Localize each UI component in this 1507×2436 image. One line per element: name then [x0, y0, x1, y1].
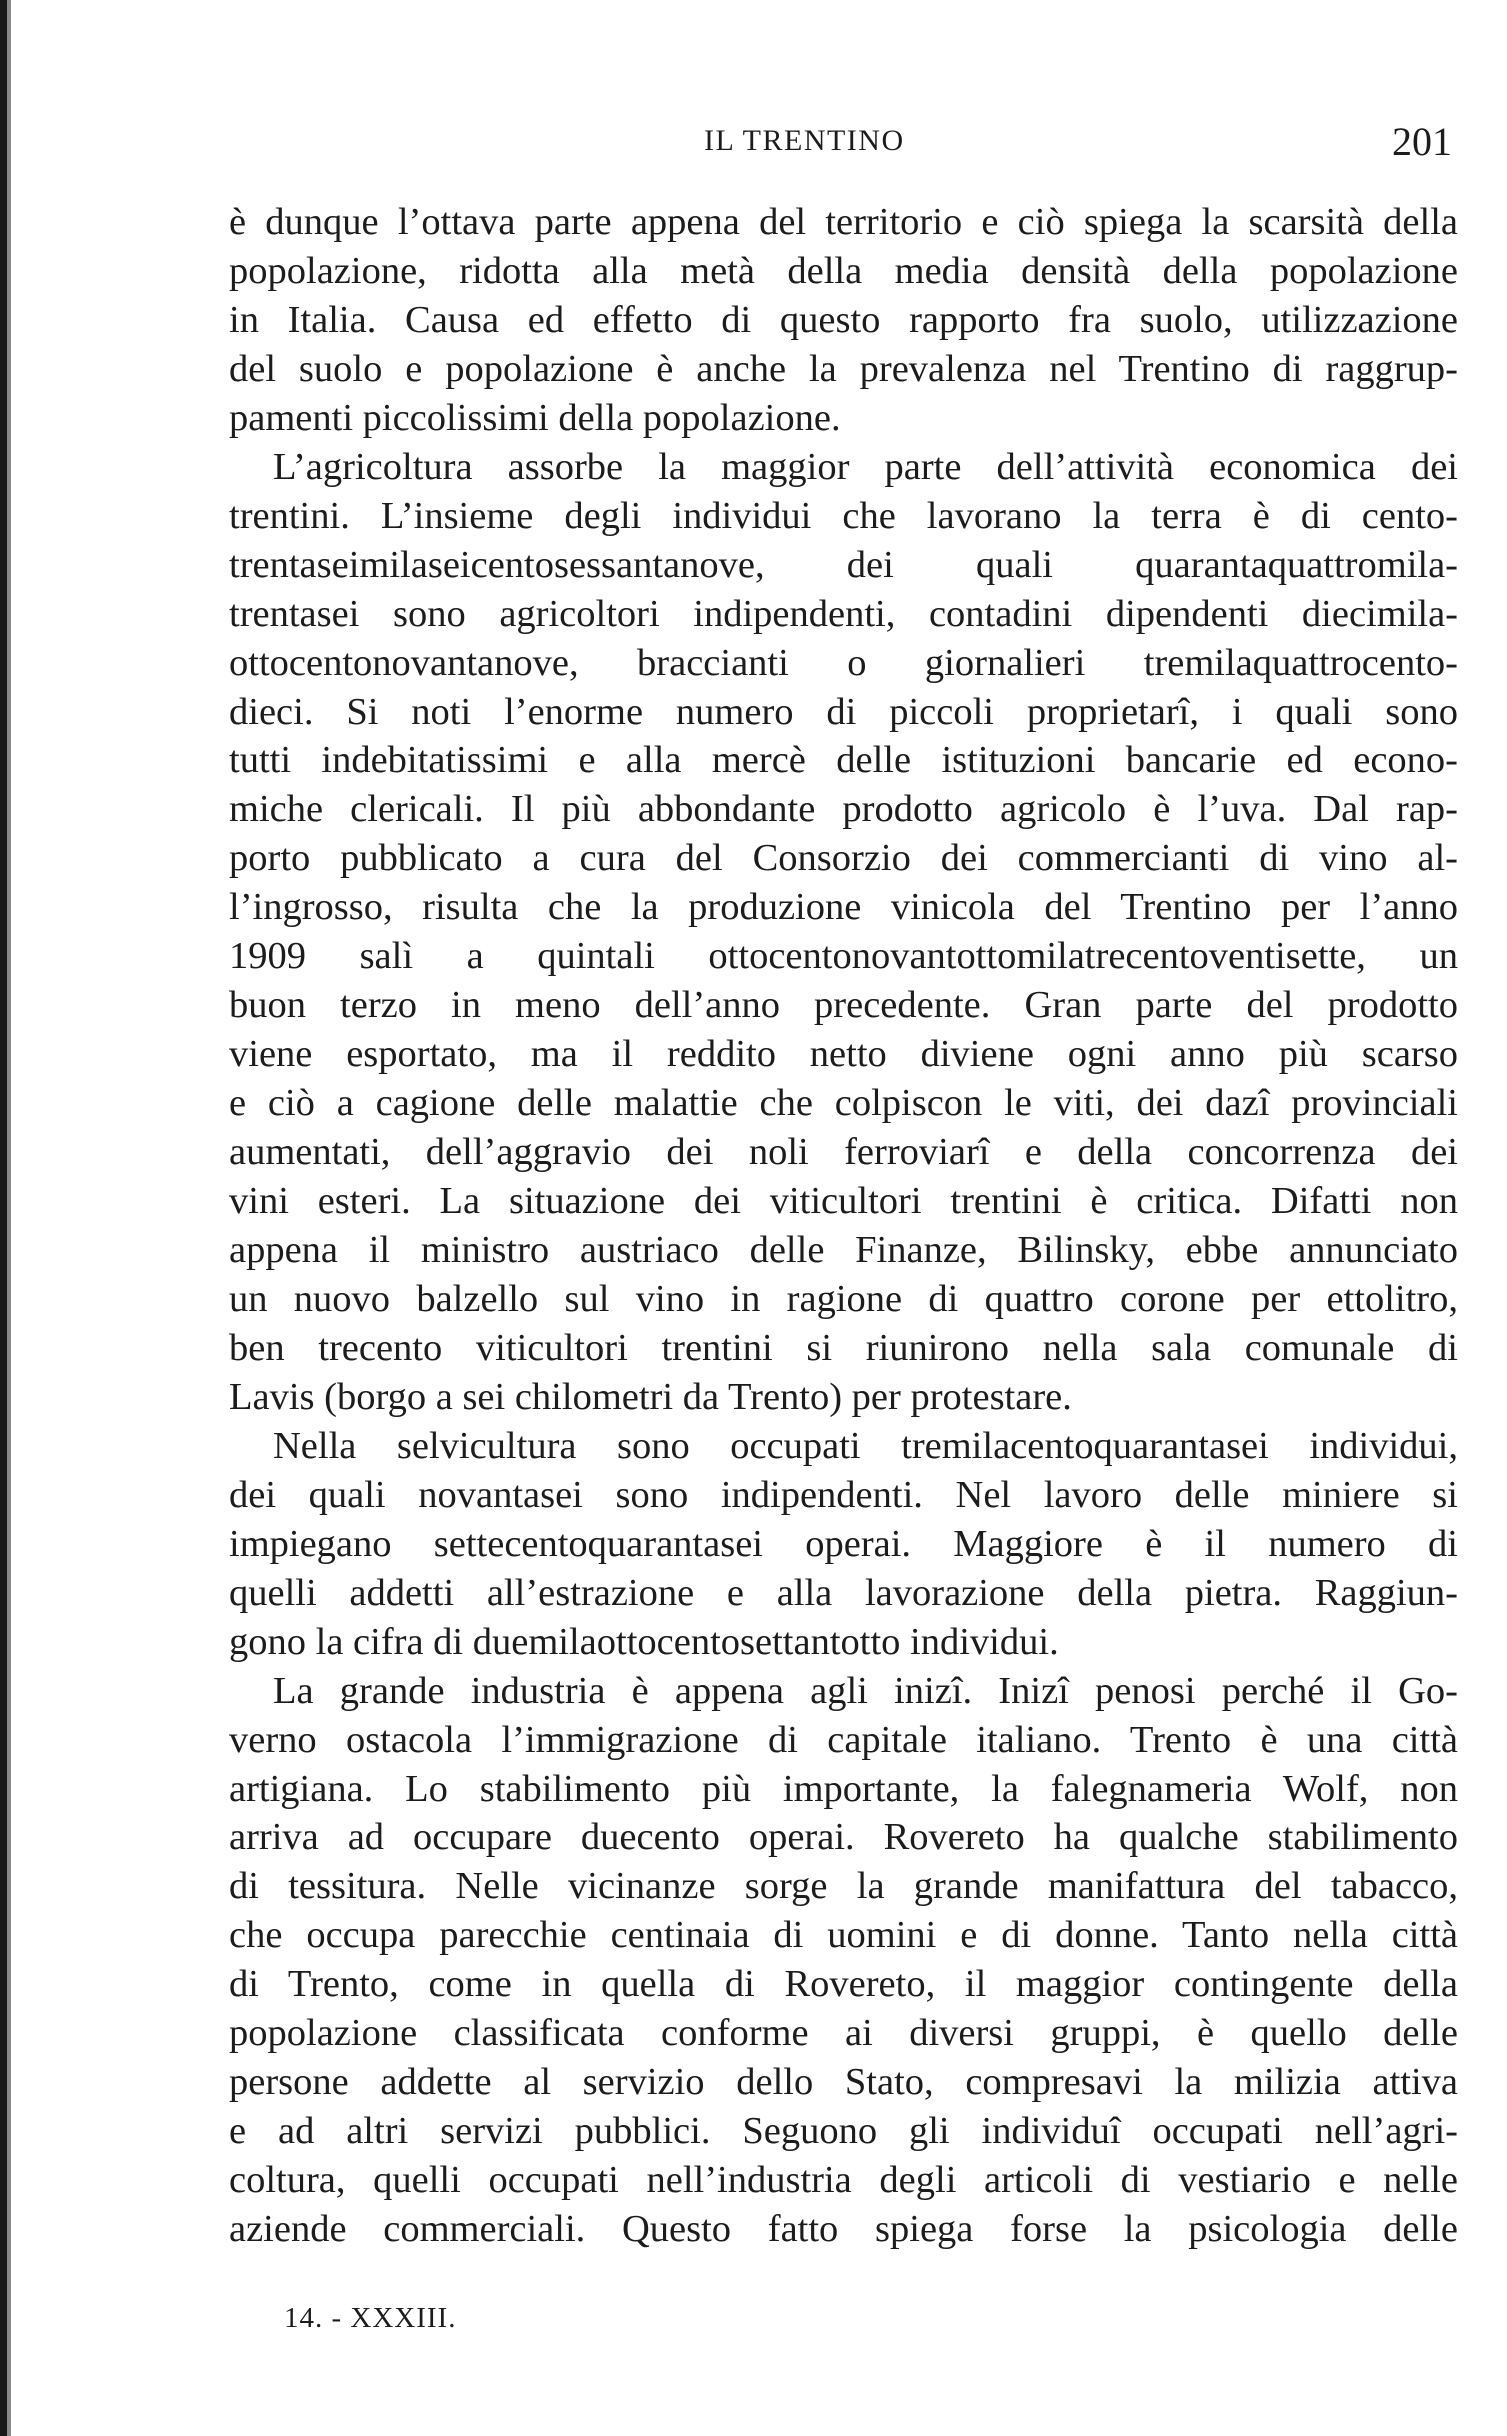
text-line: L’agricoltura assorbe la maggior parte dell’attività economica dei: [273, 445, 1458, 488]
text-line: artigiana. Lo stabilimento più importante, la falegnameria Wolf, non: [229, 1767, 1458, 1810]
text-line: del suolo e popolazione è anche la prevalenza nel Trentino di raggrup-: [229, 347, 1458, 390]
text-line: Nella selvicultura sono occupati tremilacentoquarantasei individui,: [273, 1424, 1458, 1467]
binding-edge: [0, 0, 7, 2436]
text-line: in Italia. Causa ed effetto di questo rapporto fra suolo, utilizzazione: [229, 298, 1458, 341]
text-line: un nuovo balzello sul vino in ragione di quattro corone per ettolitro,: [229, 1277, 1458, 1320]
running-title: IL TRENTINO: [704, 124, 905, 157]
text-line: miche clericali. Il più abbondante prodotto agricolo è l’uva. Dal rap-: [229, 788, 1458, 831]
text-line: trentaseimilaseicentosessantanove, dei quali quarantaquattromila-: [229, 543, 1458, 586]
page-number: 201: [1392, 119, 1452, 164]
text-line: gono la cifra di duemilaottocentosettantotto individui.: [229, 1620, 1059, 1663]
text-line: verno ostacola l’immigrazione di capitale italiano. Trento è una città: [229, 1718, 1458, 1761]
text-line: di tessitura. Nelle vicinanze sorge la grande manifattura del tabacco,: [229, 1865, 1458, 1908]
signature-mark: 14. - XXXIII.: [284, 2302, 457, 2334]
text-line: e ad altri servizi pubblici. Seguono gli individuî occupati nell’agri-: [229, 2110, 1458, 2153]
text-line: coltura, quelli occupati nell’industria degli articoli di vestiario e nelle: [229, 2159, 1458, 2202]
text-line: pamenti piccolissimi della popolazione.: [229, 396, 841, 439]
text-line: tutti indebitatissimi e alla mercè delle istituzioni bancarie ed econo-: [229, 739, 1458, 782]
text-line: dei quali novantasei sono indipendenti. Nel lavoro delle miniere si: [229, 1473, 1458, 1516]
text-line: trentasei sono agricoltori indipendenti, contadini dipendenti diecimila-: [229, 592, 1458, 635]
text-line: porto pubblicato a cura del Consorzio dei commercianti di vino al-: [229, 837, 1458, 880]
text-line: quelli addetti all’estrazione e alla lavorazione della pietra. Raggiun-: [229, 1571, 1458, 1614]
text-line: persone addette al servizio dello Stato, compresavi la milizia attiva: [229, 2061, 1458, 2104]
text-line: dieci. Si noti l’enorme numero di piccoli proprietarî, i quali sono: [229, 690, 1458, 733]
text-line: viene esportato, ma il reddito netto diviene ogni anno più scarso: [229, 1033, 1458, 1076]
text-line: popolazione, ridotta alla metà della media densità della popolazione: [229, 249, 1458, 292]
text-line: impiegano settecentoquarantasei operai. Maggiore è il numero di: [229, 1522, 1458, 1565]
text-line: ottocentonovantanove, braccianti o giornalieri tremilaquattrocento-: [229, 641, 1458, 684]
body-text: [229, 198, 1458, 2254]
text-line: l’ingrosso, risulta che la produzione vinicola del Trentino per l’anno: [229, 886, 1458, 929]
text-line: aumentati, dell’aggravio dei noli ferroviarî e della concorrenza dei: [229, 1131, 1458, 1174]
text-line: La grande industria è appena agli inizî. Inizî penosi perché il Go-: [273, 1669, 1458, 1712]
text-line: buon terzo in meno dell’anno precedente. Gran parte del prodotto: [229, 984, 1458, 1027]
text-line: appena il ministro austriaco delle Finanze, Bilinsky, ebbe annunciato: [229, 1229, 1458, 1272]
text-line: e ciò a cagione delle malattie che colpiscon le viti, dei dazî provinciali: [229, 1082, 1458, 1125]
text-line: trentini. L’insieme degli individui che lavorano la terra è di cento-: [229, 494, 1458, 537]
text-line: 1909 salì a quintali ottocentonovantottomilatrecentoventisette, un: [229, 935, 1458, 978]
text-line: aziende commerciali. Questo fatto spiega forse la psicologia delle: [229, 2208, 1458, 2251]
text-line: ben trecento viticultori trentini si riunirono nella sala comunale di: [229, 1326, 1458, 1369]
text-line: è dunque l’ottava parte appena del territorio e ciò spiega la scarsità della: [229, 201, 1458, 243]
running-head: [229, 118, 1458, 178]
text-line: popolazione classificata conforme ai diversi gruppi, è quello delle: [229, 2012, 1458, 2055]
binding-shadow: [7, 0, 11, 2436]
text-line: Lavis (borgo a sei chilometri da Trento) per protestare.: [229, 1375, 1072, 1418]
text-line: arriva ad occupare duecento operai. Rovereto ha qualche stabilimento: [229, 1816, 1458, 1859]
text-line: che occupa parecchie centinaia di uomini e di donne. Tanto nella città: [229, 1914, 1458, 1957]
text-line: di Trento, come in quella di Rovereto, il maggior contingente della: [229, 1963, 1458, 2006]
text-line: vini esteri. La situazione dei viticultori trentini è critica. Difatti non: [229, 1180, 1458, 1223]
